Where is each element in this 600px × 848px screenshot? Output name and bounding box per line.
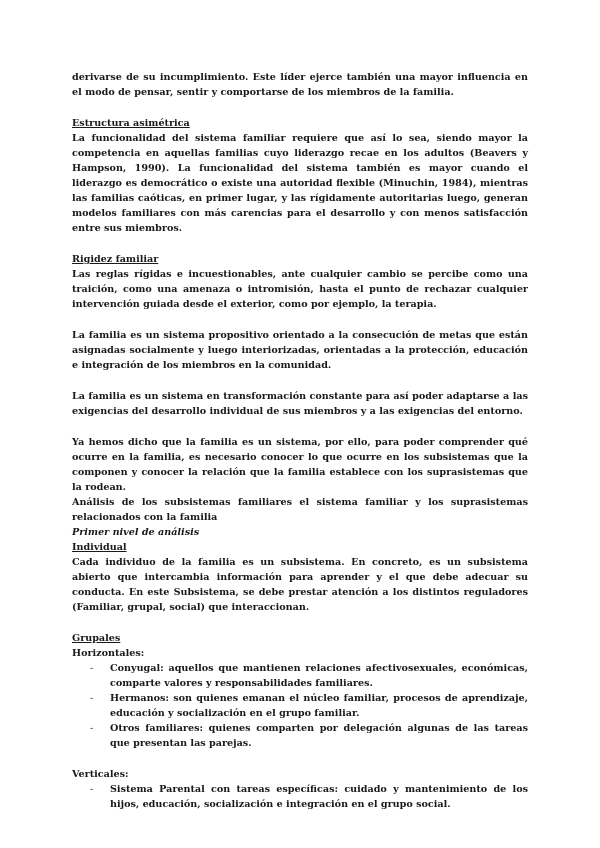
- list-item-text: Hermanos: son quienes emanan el núcleo familiar, procesos de aprendizaje, educación y socialización en el grupo familiar.: [110, 693, 528, 719]
- rigidez-heading: Rigidez familiar: [72, 254, 159, 265]
- list-item: [72, 782, 528, 812]
- grupales-heading: Grupales: [72, 633, 121, 644]
- list-item: [72, 661, 528, 691]
- list-item-text: Sistema Parental con tareas específicas: cuidado y mantenimiento de los hijos, educación, socialización e integración en el grupo social.: [110, 784, 528, 810]
- estructura-heading: Estructura asimétrica: [72, 118, 190, 129]
- dash-bullet: -: [90, 723, 94, 734]
- rigidez-paragraph: Las reglas rígidas e incuestionables, ante cualquier cambio se percibe como una traición, como una amenaza o intromisión, hasta el punto de rechazar cualquier intervención guiada desde el exterior, como por ejemplo, la terapia.: [72, 269, 528, 310]
- individual-heading: Individual: [72, 542, 127, 553]
- paragraph-sistema-propositivo: La familia es un sistema propositivo orientado a la consecución de metas que están asignadas socialmente y luego interiorizadas, orientadas a la protección, educación e integración de los miembros en la comunidad.: [72, 330, 528, 371]
- verticales-label: Verticales:: [72, 769, 129, 780]
- individual-paragraph: Cada individuo de la familia es un subsistema. En concreto, es un subsistema abierto que intercambia información para aprender y el que debe adecuar su conducta. En este Subsistema, se debe prestar atención a los distintos reguladores (Familiar, grupal, social) que interaccionan.: [72, 557, 528, 613]
- estructura-paragraph: La funcionalidad del sistema familiar requiere que así lo sea, siendo mayor la competencia en aquellas familias cuyo liderazgo recae en los adultos (Beavers y Hampson, 1990). La funcionalidad del sistema también es mayor cuando el liderazgo es democrático o existe una autoridad flexible (Minuchin, 1984), mientras las familias caóticas, en primer lugar, y las rígidamente autoritarias luego, generan modelos familiares con más carencias para el desarrollo y con menos satisfacción entre sus miembros.: [72, 133, 528, 234]
- horizontales-list: [72, 661, 528, 751]
- analisis-title: Análisis de los subsistemas familiares el sistema familiar y los suprasistemas relacionados con la familia: [72, 497, 528, 523]
- document-page: [72, 70, 528, 812]
- verticales-list: [72, 782, 528, 812]
- intro-paragraph: derivarse de su incumplimiento. Este líder ejerce también una mayor influencia en el modo de pensar, sentir y comportarse de los miembros de la familia.: [72, 72, 528, 98]
- list-item-text: Otros familiares: quienes comparten por delegación algunas de las tareas que presentan las parejas.: [110, 723, 528, 749]
- list-item: [72, 691, 528, 721]
- dash-bullet: -: [90, 663, 94, 674]
- paragraph-subsistemas: Ya hemos dicho que la familia es un sistema, por ello, para poder comprender qué ocurre en la familia, es necesario conocer lo que ocurre en los subsistemas que la componen y conocer la relación que la familia establece con los suprasistemas que la rodean.: [72, 437, 528, 493]
- list-item-text: Conyugal: aquellos que mantienen relaciones afectivosexuales, económicas, comparte valores y responsabilidades familiares.: [110, 663, 528, 689]
- list-item: [72, 721, 528, 751]
- paragraph-transformacion: La familia es un sistema en transformación constante para así poder adaptarse a las exigencias del desarrollo individual de sus miembros y a las exigencias del entorno.: [72, 391, 528, 417]
- horizontales-label: Horizontales:: [72, 648, 145, 659]
- dash-bullet: -: [90, 784, 94, 795]
- analisis-subtitle: Primer nivel de análisis: [72, 527, 200, 538]
- dash-bullet: -: [90, 693, 94, 704]
